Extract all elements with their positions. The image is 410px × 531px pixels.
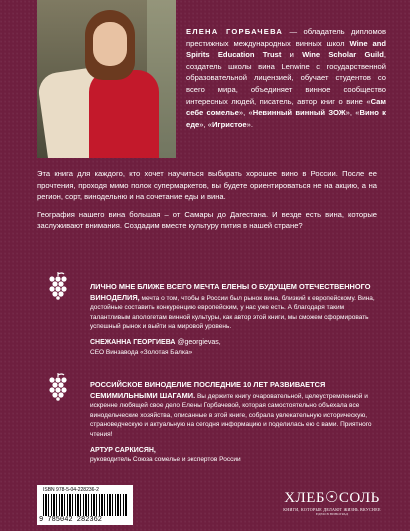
book-title-1: Сам себе сомелье: [186, 96, 386, 118]
grape-icon: [48, 272, 68, 300]
quote-1-headline: ЛИЧНО МНЕ БЛИЖЕ ВСЕГО МЕЧТА ЕЛЕНЫ О БУДУЩЕМ ОТЕЧЕСТВЕННОГО ВИНОДЕЛИЯ,: [90, 282, 371, 302]
publisher-logo: [282, 488, 382, 516]
photo-red-shirt: [89, 70, 159, 158]
description-paragraph-1: Эта книга для каждого, кто хочет научиться выбирать хорошее вино в России. После ее прочтения, проходя мимо полок супермаркетов, вы будете ориентироваться не на акцию, а на регион, сорт, винодельню и на сочетание еды и вина.: [37, 169, 377, 202]
book-title-4: Игристое: [211, 119, 247, 129]
book-title-2: Невинный винный ЗОЖ: [252, 108, 346, 118]
quote-2-author: АРТУР САРКИСЯН,: [90, 446, 156, 454]
school-wset: Wine and Spirits Education Trust: [186, 38, 386, 60]
barcode-bars: [43, 494, 127, 516]
publisher-wordmark: ХЛЕБ☉СОЛЬ: [284, 490, 380, 506]
book-title-3: Вино к еде: [186, 108, 386, 129]
photo-face: [93, 22, 127, 66]
grape-icon: [48, 373, 68, 401]
isbn-number: ISBN 978-5-04-228236-2: [43, 487, 99, 493]
barcode-digits: 9 785042 282362: [39, 516, 103, 524]
quote-2-body: Вы держите книгу очаровательной, целеустремленной и искренне любящей свое дело Елены Горбачевой, которая самостоятельно объехала все винодельческие хозяйства, описанные в этой книге, собрала увлекательную историческую, страноведческую и актуальную на сегодня информацию и поделилась ею с вами. Приятного чтения!: [90, 392, 372, 438]
review-quote-1: [90, 282, 377, 357]
author-name: ЕЛЕНА ГОРБАЧЕВА: [186, 27, 284, 36]
quote-2-headline: РОССИЙСКОЕ ВИНОДЕЛИЕ ПОСЛЕДНИЕ 10 ЛЕТ РАЗВИВАЕТСЯ СЕМИМИЛЬНЫМИ ШАГАМИ.: [90, 380, 326, 400]
book-description: [37, 168, 377, 238]
quote-1-author: СНЕЖАННА ГЕОРГИЕВА @georgievas,: [90, 338, 221, 346]
publisher-subline: ЕДЕМ В ВИНОГРАД: [315, 512, 349, 516]
publisher-tagline: КНИГИ, КОТОРЫЕ ДЕЛАЮТ ЖИЗНЬ ВКУСНЕЕ: [283, 507, 381, 512]
school-wsg: Wine Scholar Guild: [302, 50, 384, 60]
author-bio: ЕЛЕНА ГОРБАЧЕВА — обладатель дипломов престижных международных винных школ Wine and Spirits Education Trust и Wine Scholar Guild, создатель школы вина Lenwine с государственной образовательной лицензией, обучает студентов со всего мира, объединяет винное сообщество интересных людей, писатель, автор книг о вине «Сам себе сомелье», «Невинный винный ЗОЖ», «Вино к еде», «Игристое».: [186, 27, 386, 129]
quote-2-role: руководитель Союза сомелье и экспертов России: [90, 456, 241, 464]
description-paragraph-2: География нашего вина большая – от Самары до Дагестана. И везде есть вина, которые заслуживают внимания. Создадим вместе культуру пития в нашей стране?: [37, 209, 377, 231]
author-photo: [37, 0, 176, 158]
quote-1-role: CEO Винзавода «Золотая Балка»: [90, 348, 193, 356]
review-quote-2: [90, 380, 377, 465]
quote-1-body: мечта о том, чтобы в России был рынок вина, близкий к европейскому. Вина, достойные составить конкуренцию европейским, у нас уже есть. А благодаря таким талантливым апологетам винной культуры, как автор этой книги, мы сможем сформировать успешный рынок и выйти на мировой уровень.: [90, 294, 375, 331]
isbn-barcode: [37, 485, 133, 525]
